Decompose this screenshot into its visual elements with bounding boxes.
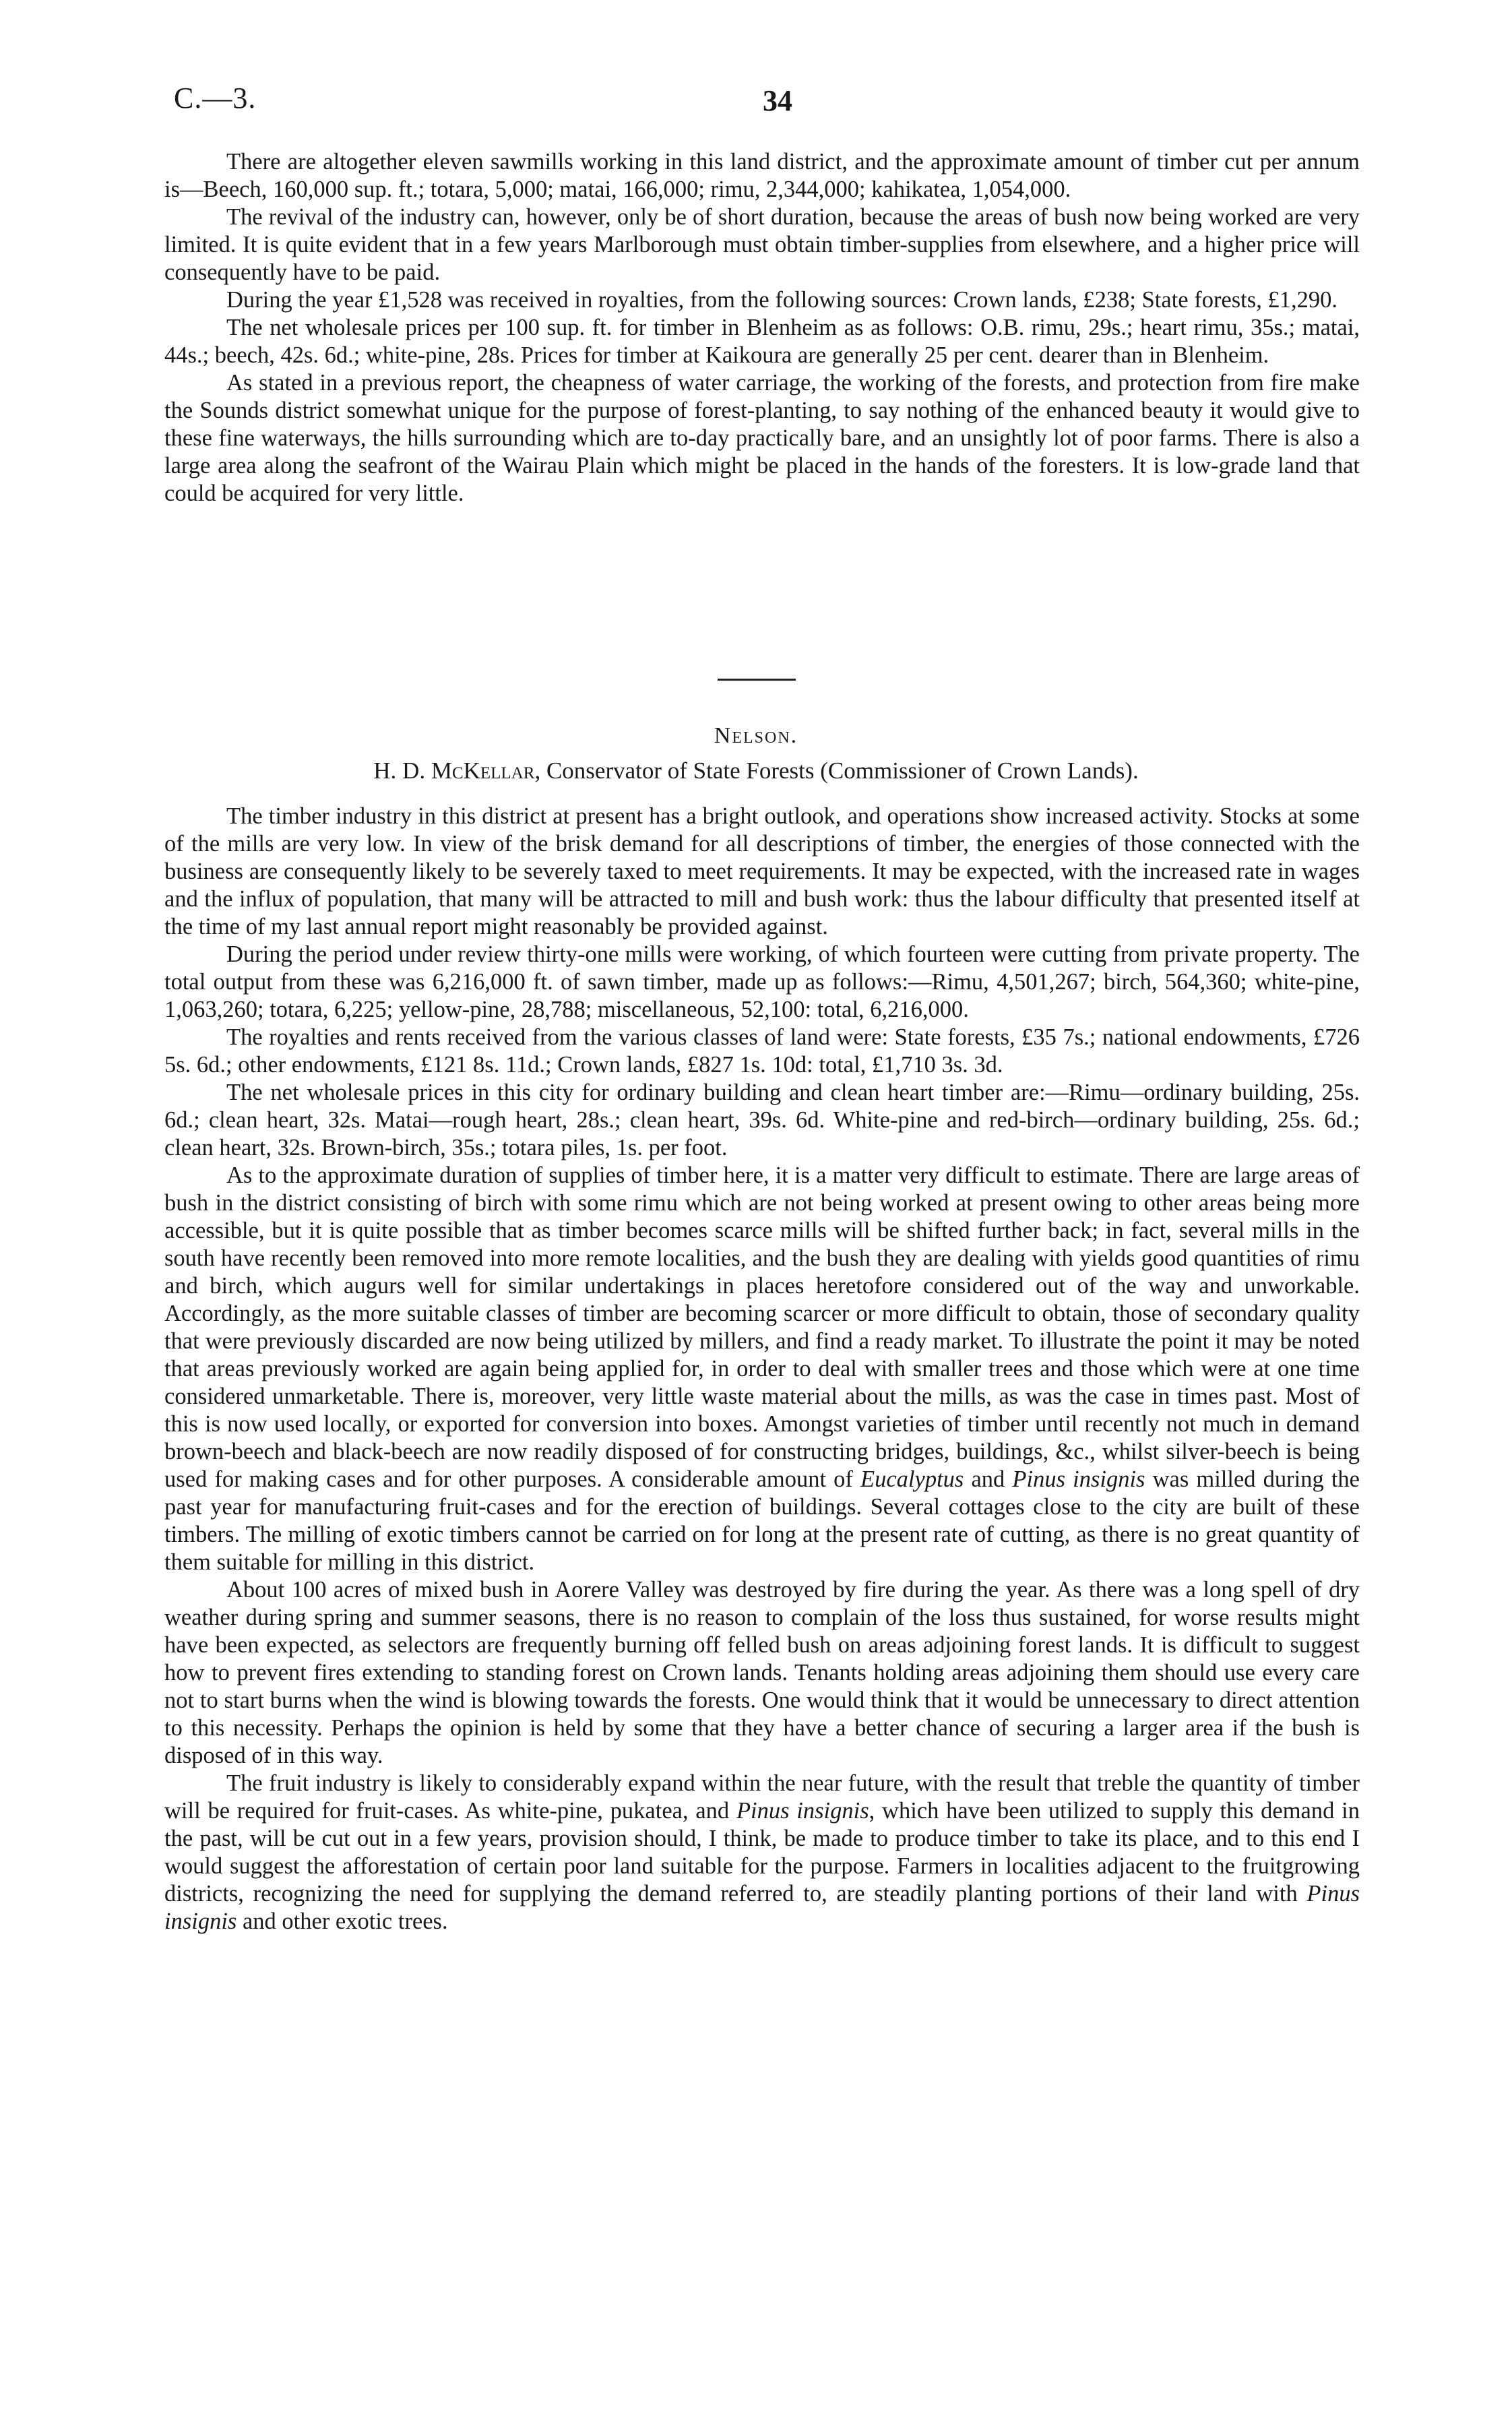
paragraph-royalties: During the year £1,528 was received in royalties, from the following sources: Crown lands, £238; State forests, £1,290. xyxy=(226,287,1337,313)
species-name: Eucalyptus xyxy=(860,1466,964,1492)
section-divider xyxy=(718,679,796,681)
text-run: , which have been utilized to supply this demand in the past, will be cut out in a few years, provision should, I think, be made to produce timber to take its place, and to this end I would suggest the afforestation of certain poor land suitable for the purpose. Farmers in localities adjacent to the fruitgrowing districts, recognizing the need for supplying the demand referred to, are steadily planting portions of their land with xyxy=(164,1798,1360,1906)
species-name: Pinus insignis xyxy=(1012,1466,1145,1492)
paragraph-sawmills: There are altogether eleven sawmills working in this land district, and the approximate amount of timber cut per annum is—Beech, 160,000 sup. ft.; totara, 5,000; matai, 166,000; rimu, 2,344,000; kahikatea, 1,054,000. xyxy=(164,149,1360,202)
document-reference: C.—3. xyxy=(174,82,257,115)
author-title: , Conservator of State Forests (Commissioner of Crown Lands). xyxy=(534,757,1139,784)
page-number: 34 xyxy=(763,84,792,117)
paragraph-wholesale-prices: The net wholesale prices in this city for ordinary building and clean heart timber are:—Rimu—ordinary building, 25s. 6d.; clean heart, 32s. Matai—rough heart, 28s.; clean heart, 39s. 6d. White-pine and red-birch—ordinary building, 25s. 6d.; clean heart, 32s. Brown-birch, 35s.; totara piles, 1s. per foot. xyxy=(164,1080,1360,1160)
paragraph-supply-duration xyxy=(164,1162,1360,1576)
author-name: H. D. McKellar xyxy=(373,757,535,784)
paragraph-prices: The net wholesale prices per 100 sup. ft. for timber in Blenheim as as follows: O.B. rimu, 29s.; heart rimu, 35s.; matai, 44s.; beech, 42s. 6d.; white-pine, 28s. Prices for timber at Kaikoura are generally 25 per cent. dearer than in Blenheim. xyxy=(164,315,1360,368)
paragraph-outlook: The timber industry in this district at present has a bright outlook, and operations show increased activity. Stocks at some of the mills are very low. In view of the brisk demand for all descriptions of timber, the energies of those connected with the business are consequently likely to be severely taxed to meet requirements. It may be expected, with the increased rate in wages and the influx of population, that many will be attracted to mill and bush work: thus the labour difficulty that presented itself at the time of my last annual report might reasonably be provided against. xyxy=(164,803,1360,939)
paragraph-royalties-rents: The royalties and rents received from the various classes of land were: State forests, £35 7s.; national endowments, £726 5s. 6d.; other endowments, £121 8s. 11d.; Crown lands, £827 1s. 10d: total, £1,710 3s. 3d. xyxy=(164,1024,1360,1078)
paragraph-forest-planting: As stated in a previous report, the cheapness of water carriage, the working of the forests, and protection from fire make the Sounds district somewhat unique for the purpose of forest-planting, to say nothing of the enhanced beauty it would give to these fine waterways, the hills surrounding which are to-day practically bare, and an unsightly lot of poor farms. There is also a large area along the seafront of the Wairau Plain which might be placed in the hands of the foresters. It is low-grade land that could be acquired for very little. xyxy=(164,370,1360,506)
marlborough-section xyxy=(164,148,1360,507)
paragraph-industry-revival: The revival of the industry can, however, only be of short duration, because the areas of bush now being worked are very limited. It is quite evident that in a few years Marlborough must obtain timber-supplies from elsewhere, and a higher price will consequently have to be paid. xyxy=(164,204,1360,285)
text-run: and other exotic trees. xyxy=(237,1909,448,1934)
text-run: As to the approximate duration of supplies of timber here, it is a matter very difficult to estimate. There are large areas of bush in the district consisting of birch with some rimu which are not being worked at present owing to other areas being more accessible, but it is quite possible that as timber becomes scarce mills will be shifted further back; in fact, several mills in the south have recently been removed into more remote localities, and the bush they are dealing with yields good quantities of rimu and birch, which augurs well for similar undertakings in places heretofore considered out of the way and unworkable. Accordingly, as the more suitable classes of timber are becoming scarcer or more difficult to obtain, those of secondary quality that were previously discarded are now being utilized by millers, and find a ready market. To illustrate the point it may be noted that areas previously worked are again being applied for, in order to deal with smaller trees and those which were at one time considered unmarketable. There is, moreover, very little waste material about the mills, as was the case in times past. Most of this is now used locally, or exported for conversion into boxes. Amongst varieties of timber until recently not much in demand brown-beech and black-beech are now readily disposed of for constructing bridges, buildings, &c., whilst silver-beech is being used for making cases and for other purposes. A considerable amount of xyxy=(164,1162,1360,1492)
text-run: The fruit industry is likely to considerably expand within the near future, with the result that treble the quantity of timber will be required for fruit-cases. As white-pine, pukatea, and xyxy=(164,1770,1360,1824)
text-run: was milled during the past year for manufacturing fruit-cases and for the erection of buildings. Several cottages close to the city are built of these timbers. The milling of exotic timbers cannot be carried on for long at the present rate of cutting, as there is no great quantity of them suitable for milling in this district. xyxy=(164,1466,1360,1575)
paragraph-fruit-industry xyxy=(164,1770,1360,1935)
species-name: Pinus insignis xyxy=(164,1881,1360,1934)
nelson-section xyxy=(164,803,1360,1935)
species-name: Pinus insignis xyxy=(736,1798,869,1824)
paragraph-mills-output: During the period under review thirty-one mills were working, of which fourteen were cutting from private property. The total output from these was 6,216,000 ft. of sawn timber, made up as follows:—Rimu, 4,501,267; birch, 564,360; white-pine, 1,063,260; totara, 6,225; yellow-pine, 28,788; miscellaneous, 52,100: total, 6,216,000. xyxy=(164,941,1360,1022)
section-heading-nelson: Nelson. xyxy=(714,723,798,748)
paragraph-fire: About 100 acres of mixed bush in Aorere Valley was destroyed by fire during the year. As there was a long spell of dry weather during spring and summer seasons, there is no reason to complain of the loss thus sustained, for worse results might have been expected, as selectors are frequently burning off felled bush on areas adjoining forest lands. It is difficult to suggest how to prevent fires extending to standing forest on Crown lands. Tenants holding areas adjoining them should use every care not to start burns when the wind is blowing towards the forests. One would think that it would be unnecessary to direct attention to this necessity. Perhaps the opinion is held by some that they have a better chance of securing a larger area if the bush is disposed of in this way. xyxy=(164,1577,1360,1768)
author-line xyxy=(0,757,1512,784)
text-run: and xyxy=(964,1466,1013,1492)
